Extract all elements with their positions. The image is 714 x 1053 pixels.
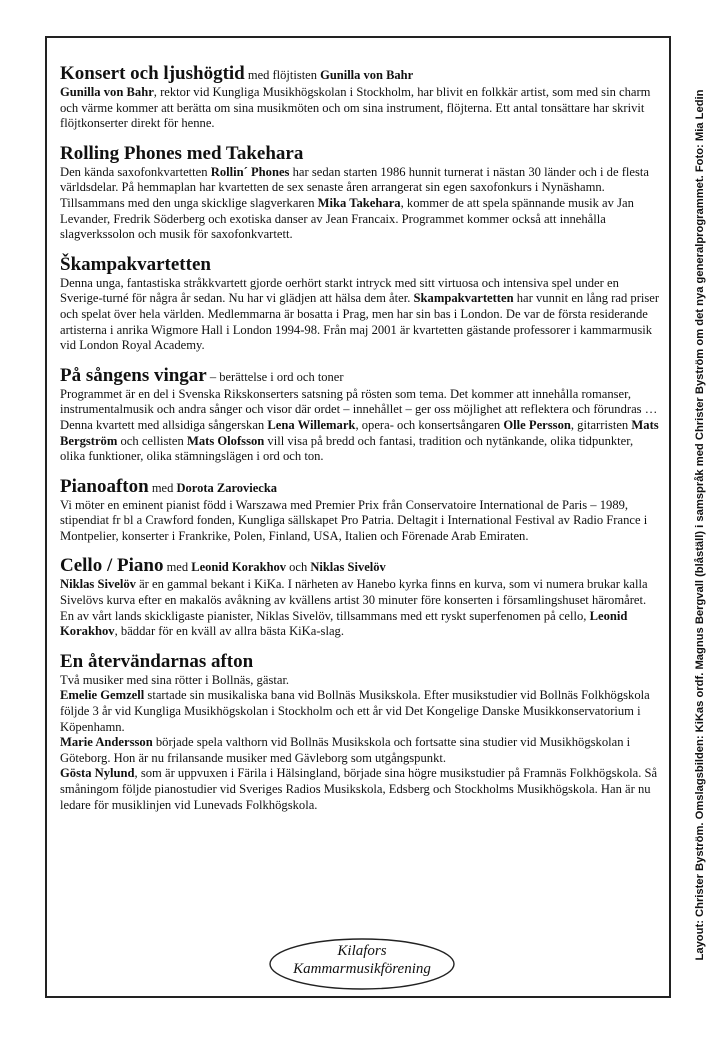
section-subtitle: [207, 370, 344, 384]
body-text: Programmet är en del i Svenska Rikskonserters satsning på rösten som tema. Det kommer att innehålla romanser, instrumentalmusik och andra sånger och visor där ordet – innehållet – ger oss möjlighet att reflektera och förundras … Denna kvartett med allsidiga sångerskan: [60, 386, 658, 432]
section-heading: [60, 64, 660, 85]
section-title: På sångens vingar: [60, 364, 207, 386]
section-title: Pianoafton: [60, 475, 149, 497]
section-subtitle: [245, 68, 413, 82]
performer-name: Mika Takehara: [317, 195, 401, 210]
program-section: [60, 477, 660, 545]
performer-name: Marie Andersson: [60, 735, 153, 750]
body-text: , opera- och konsertsångaren: [355, 417, 504, 432]
section-paragraph: [60, 85, 660, 132]
body-text: , kommer de att spela spännande musik av Jan Levander, Fredrik Söderberg och exotiska danser av Jean Francaix. Programmet kommer också att innehålla slagverkssolon och musik för saxofonkvartett.: [60, 195, 634, 242]
subtitle-text: och: [286, 560, 311, 575]
performer-name: Mats Bergström: [60, 417, 659, 448]
body-text: och cellisten: [117, 433, 187, 448]
body-text: har sedan starten 1986 hunnit turnerat i nästan 30 länder och i de flesta världsdelar. På hemmaplan har kvartetten de sex senaste åren arrangerat sin egen saxofonkurs i Nynäshamn. Tillsammans med den unga skicklige slagverkaren: [60, 164, 649, 210]
logo-line-kilafors: Kilafors: [337, 943, 387, 959]
section-paragraph: [60, 766, 660, 813]
performer-name: Lena Willemark: [267, 417, 356, 432]
section-heading: [60, 652, 660, 673]
body-text: , bäddar för en kväll av allra bästa KiKa-slag.: [114, 624, 344, 639]
subtitle-performer: Niklas Sivelöv: [310, 560, 386, 575]
section-paragraph: [60, 673, 660, 689]
section-paragraph: [60, 387, 660, 465]
body-text: , som är uppvuxen i Färila i Hälsingland, började sina högre musikstudier på Framnäs Folkhögskola. Så småningom följde pianostudier vid Sveriges Radios Musikskola, Edsberg och Stockholms Musikhögskola. Han är nu ledare för musiklinjen vid Lunevads Folkhögskola.: [60, 766, 658, 812]
subtitle-text: med flöjtisten: [244, 68, 321, 82]
subtitle-text: – berättelse i ord och toner: [206, 369, 344, 384]
program-section: [60, 366, 660, 465]
section-title: Konsert och ljushögtid: [60, 63, 245, 84]
section-heading: [60, 144, 660, 165]
section-title: Cello / Piano: [60, 555, 164, 577]
body-text: , gitarristen: [570, 417, 632, 432]
subtitle-text: med: [148, 480, 177, 495]
body-text: är en gammal bekant i KiKa. I närheten av Hanebo kyrka finns en kurva, som vi numera brukar kalla Sivelövs kurva efter en makalös avåkning av kvällens artist 30 minuter före konserten i församlingshuset häromåret. En av vårt lands skickligaste pianister, Niklas Sivelöv, tillsammans med ett ryskt superfenomen på cello,: [60, 577, 648, 623]
section-paragraph: [60, 498, 660, 545]
body-text: Två musiker med sina rötter i Bollnäs, gästar.: [60, 672, 290, 687]
performer-name: Gösta Nylund: [60, 766, 135, 781]
section-paragraph: [60, 165, 660, 243]
program-section: [60, 64, 660, 132]
performer-name: Gunilla von Bahr: [60, 85, 154, 99]
section-title: Rolling Phones med Takehara: [60, 142, 304, 164]
logo-line-association: Kammarmusikförening: [293, 961, 431, 977]
body-text: Denna unga, fantastiska stråkkvartett gjorde oerhört starkt intryck med sitt virtuosa och intensiva spel under en Sverige-turné för några år sedan. Nu har vi glädjen att hälsa dem åter.: [60, 275, 619, 306]
section-subtitle: [149, 481, 277, 495]
section-heading: [60, 255, 660, 276]
body-text: , rektor vid Kungliga Musikhögskolan i Stockholm, har blivit en folkkär artist, som med sin charm och värme kommer att berätta om sina musikmöten och om sina instrument, flöjterna. Ett antal tonsättare har skrivit flöjtkonserter direkt för henne.: [60, 85, 651, 131]
performer-name: Leonid Korakhov: [60, 608, 628, 639]
section-paragraph: [60, 688, 660, 735]
body-text: Vi möter en eminent pianist född i Warszawa med Premier Prix från Conservatoire International de Paris – 1989, stipendiat fr bl a Crawford fonden, Kungliga sällskapet Pro Patria. Deltagit i International Festival av Radio France i Montpelier, konserter i Frankrike, Polen, Finland, USA, Italien och Förenade Arab Emiraten.: [60, 497, 648, 543]
section-paragraph: [60, 735, 660, 766]
body-text: vill visa på bredd och fantasi, tradition och nytänkande, olika tidpunkter, olika funktioner, olika stämningslägen i ord och ton.: [60, 433, 634, 464]
program-content: [60, 64, 660, 825]
section-title: En återvändarnas afton: [60, 650, 254, 672]
section-heading: [60, 556, 660, 577]
section-title: Škampakvartetten: [60, 253, 211, 275]
program-section: [60, 255, 660, 354]
subtitle-performer: Gunilla von Bahr: [320, 68, 414, 82]
performer-name: Skampakvartetten: [413, 291, 514, 306]
body-text: har vunnit en lång rad priser och spelat över hela världen. Medlemmarna är bosatta i Prag, men har sin bas i London. De var de första residerande artisterna i anrika Wigmore Hall i London 1994-98. Från maj 2001 är kvartetten gästande professorer i kammarmusik vid London Royal Academy.: [60, 291, 660, 353]
association-logo: [268, 936, 456, 992]
performer-name: Emelie Gemzell: [60, 688, 145, 703]
section-heading: [60, 477, 660, 498]
subtitle-performer: Dorota Zaroviecka: [176, 480, 278, 495]
performer-name: Niklas Sivelöv: [60, 577, 136, 592]
section-paragraph: [60, 276, 660, 354]
layout-photo-credit: Layout: Christer Byström. Omslagsbilden: KiKas ordf. Magnus Bergvall (blåställ) i samspråk med Christer Byström om det nya generalprogrammet. Foto: Mia Ledin: [694, 89, 706, 961]
subtitle-text: med: [163, 560, 192, 575]
section-paragraph: [60, 577, 660, 639]
body-text: Den kända saxofonkvartetten: [60, 164, 211, 179]
performer-name: Olle Persson: [503, 417, 571, 432]
program-section: [60, 652, 660, 813]
performer-name: Mats Olofsson: [186, 433, 265, 448]
section-heading: [60, 366, 660, 387]
program-section: [60, 144, 660, 243]
program-section: [60, 556, 660, 639]
section-subtitle: [163, 560, 385, 574]
body-text: började spela valthorn vid Bollnäs Musikskola och fortsatte sina studier vid Musikhögskolan i Göteborg. Hon är nu frilansande musiker med Gävleborg som utgångspunkt.: [60, 735, 631, 765]
performer-name: Rollin´ Phones: [210, 164, 290, 179]
subtitle-performer: Leonid Korakhov: [191, 560, 287, 575]
body-text: startade sin musikaliska bana vid Bollnäs Musikskola. Efter musikstudier vid Bollnäs Folkhögskola följde 3 år vid Kungliga Musikhögskolan i Stockholm och ett år vid Det Kongelige Danske Musikkonservatorium i Köpenhamn.: [60, 688, 650, 734]
